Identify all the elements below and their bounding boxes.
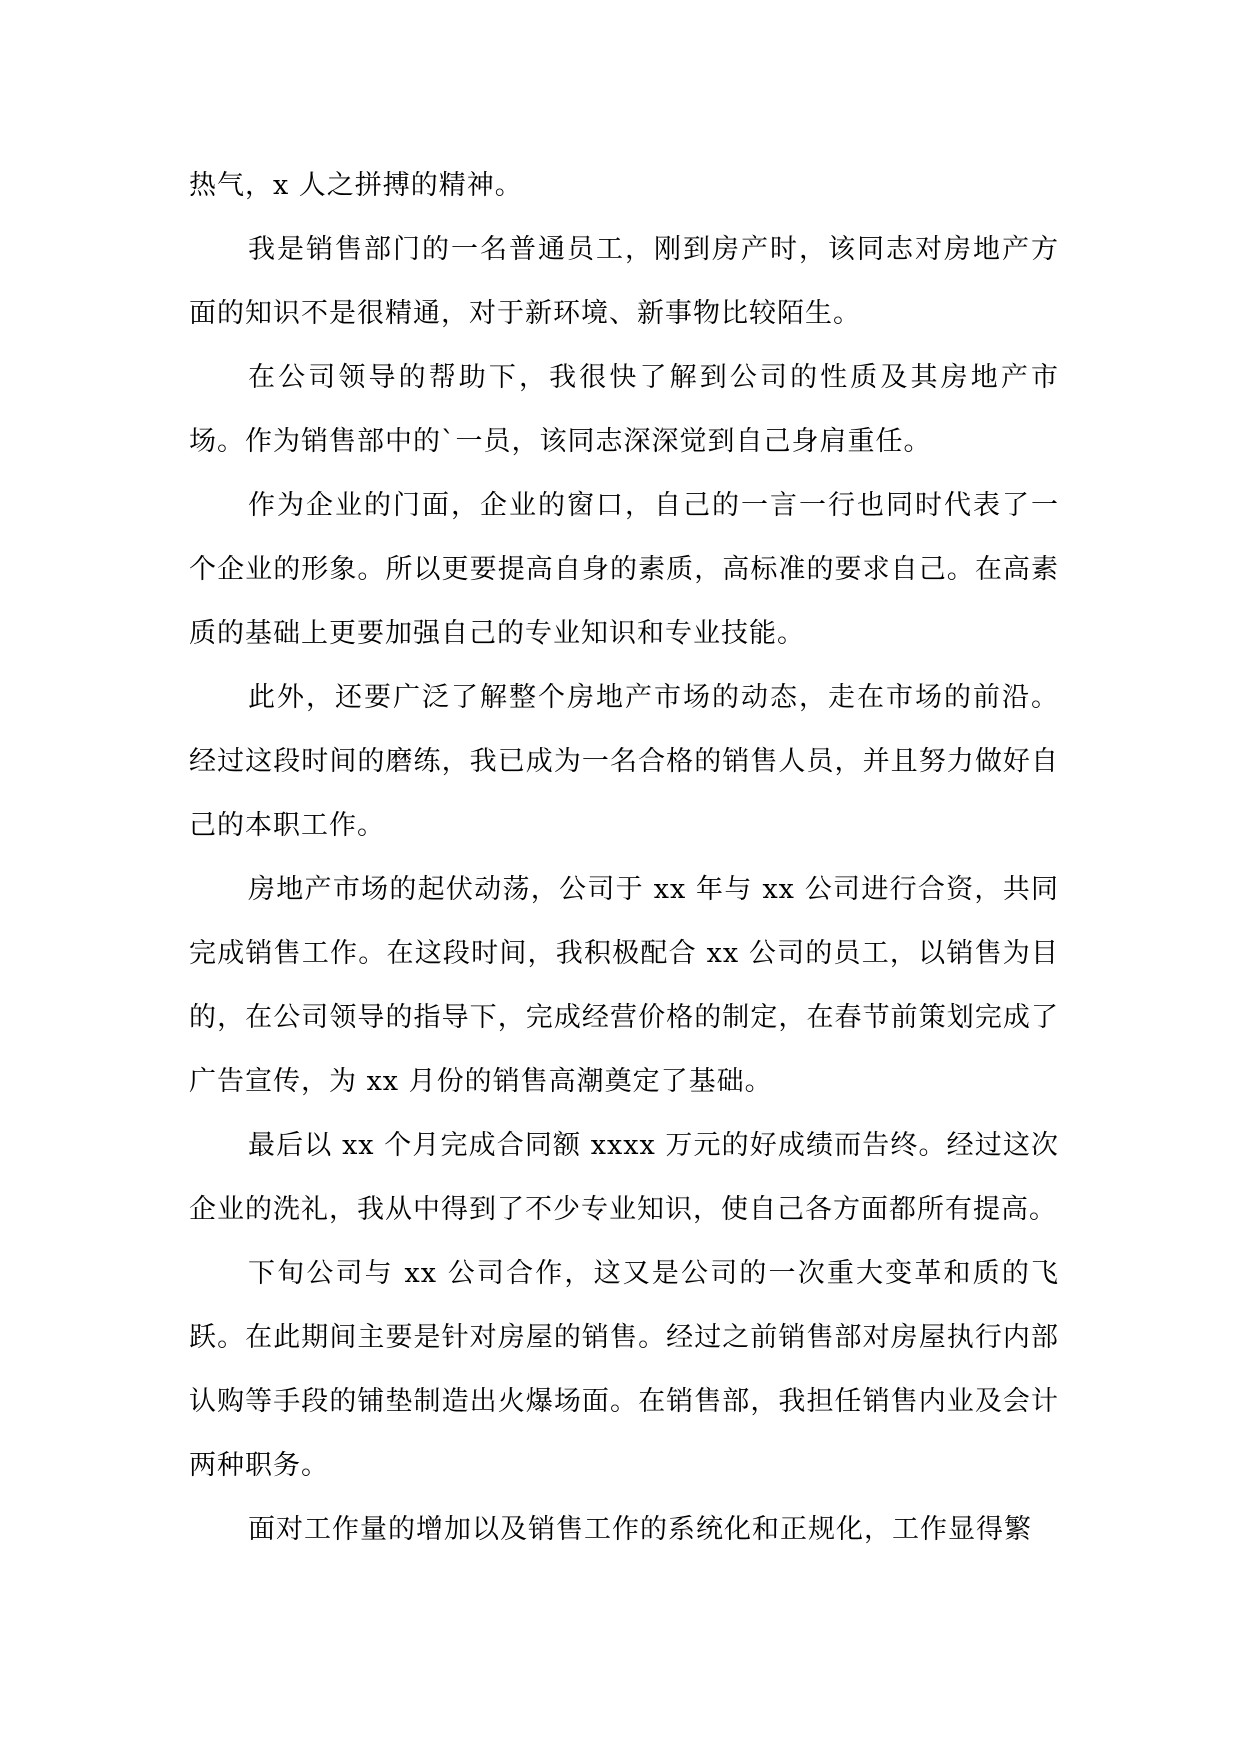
paragraph-9: 面对工作量的增加以及销售工作的系统化和正规化，工作显得繁 bbox=[248, 1514, 1032, 1545]
paragraph-4: 作为企业的门面，企业的窗口，自己的一言一行也同时代表了一个企业的形象。所以更要提高自身的素质，高标准的要求自己。在高素质的基础上更要加强自己的专业知识和专业技能。 bbox=[189, 490, 1059, 649]
paragraph-3: 在公司领导的帮助下，我很快了解到公司的性质及其房地产市场。作为销售部中的`一员，该同志深深觉到自己身肩重任。 bbox=[189, 362, 1059, 457]
paragraph-5: 此外，还要广泛了解整个房地产市场的动态，走在市场的前沿。经过这段时间的磨练，我已成为一名合格的销售人员，并且努力做好自己的本职工作。 bbox=[189, 682, 1059, 841]
document-body bbox=[189, 154, 1059, 1562]
paragraph-6: 房地产市场的起伏动荡，公司于 xx 年与 xx 公司进行合资，共同完成销售工作。在这段时间，我积极配合 xx 公司的员工，以销售为目的，在公司领导的指导下，完成经营价格的制定，在春节前策划完成了广告宣传，为 xx 月份的销售高潮奠定了基础。 bbox=[189, 874, 1059, 1097]
paragraph-1: 热气，x 人之拼搏的精神。 bbox=[189, 170, 523, 201]
paragraph-8: 下旬公司与 xx 公司合作，这又是公司的一次重大变革和质的飞跃。在此期间主要是针对房屋的销售。经过之前销售部对房屋执行内部认购等手段的铺垫制造出火爆场面。在销售部，我担任销售内业及会计两种职务。 bbox=[189, 1258, 1059, 1481]
paragraph-7: 最后以 xx 个月完成合同额 xxxx 万元的好成绩而告终。经过这次企业的洗礼，我从中得到了不少专业知识，使自己各方面都所有提高。 bbox=[189, 1130, 1059, 1225]
paragraph-2: 我是销售部门的一名普通员工，刚到房产时，该同志对房地产方面的知识不是很精通，对于新环境、新事物比较陌生。 bbox=[189, 234, 1059, 329]
